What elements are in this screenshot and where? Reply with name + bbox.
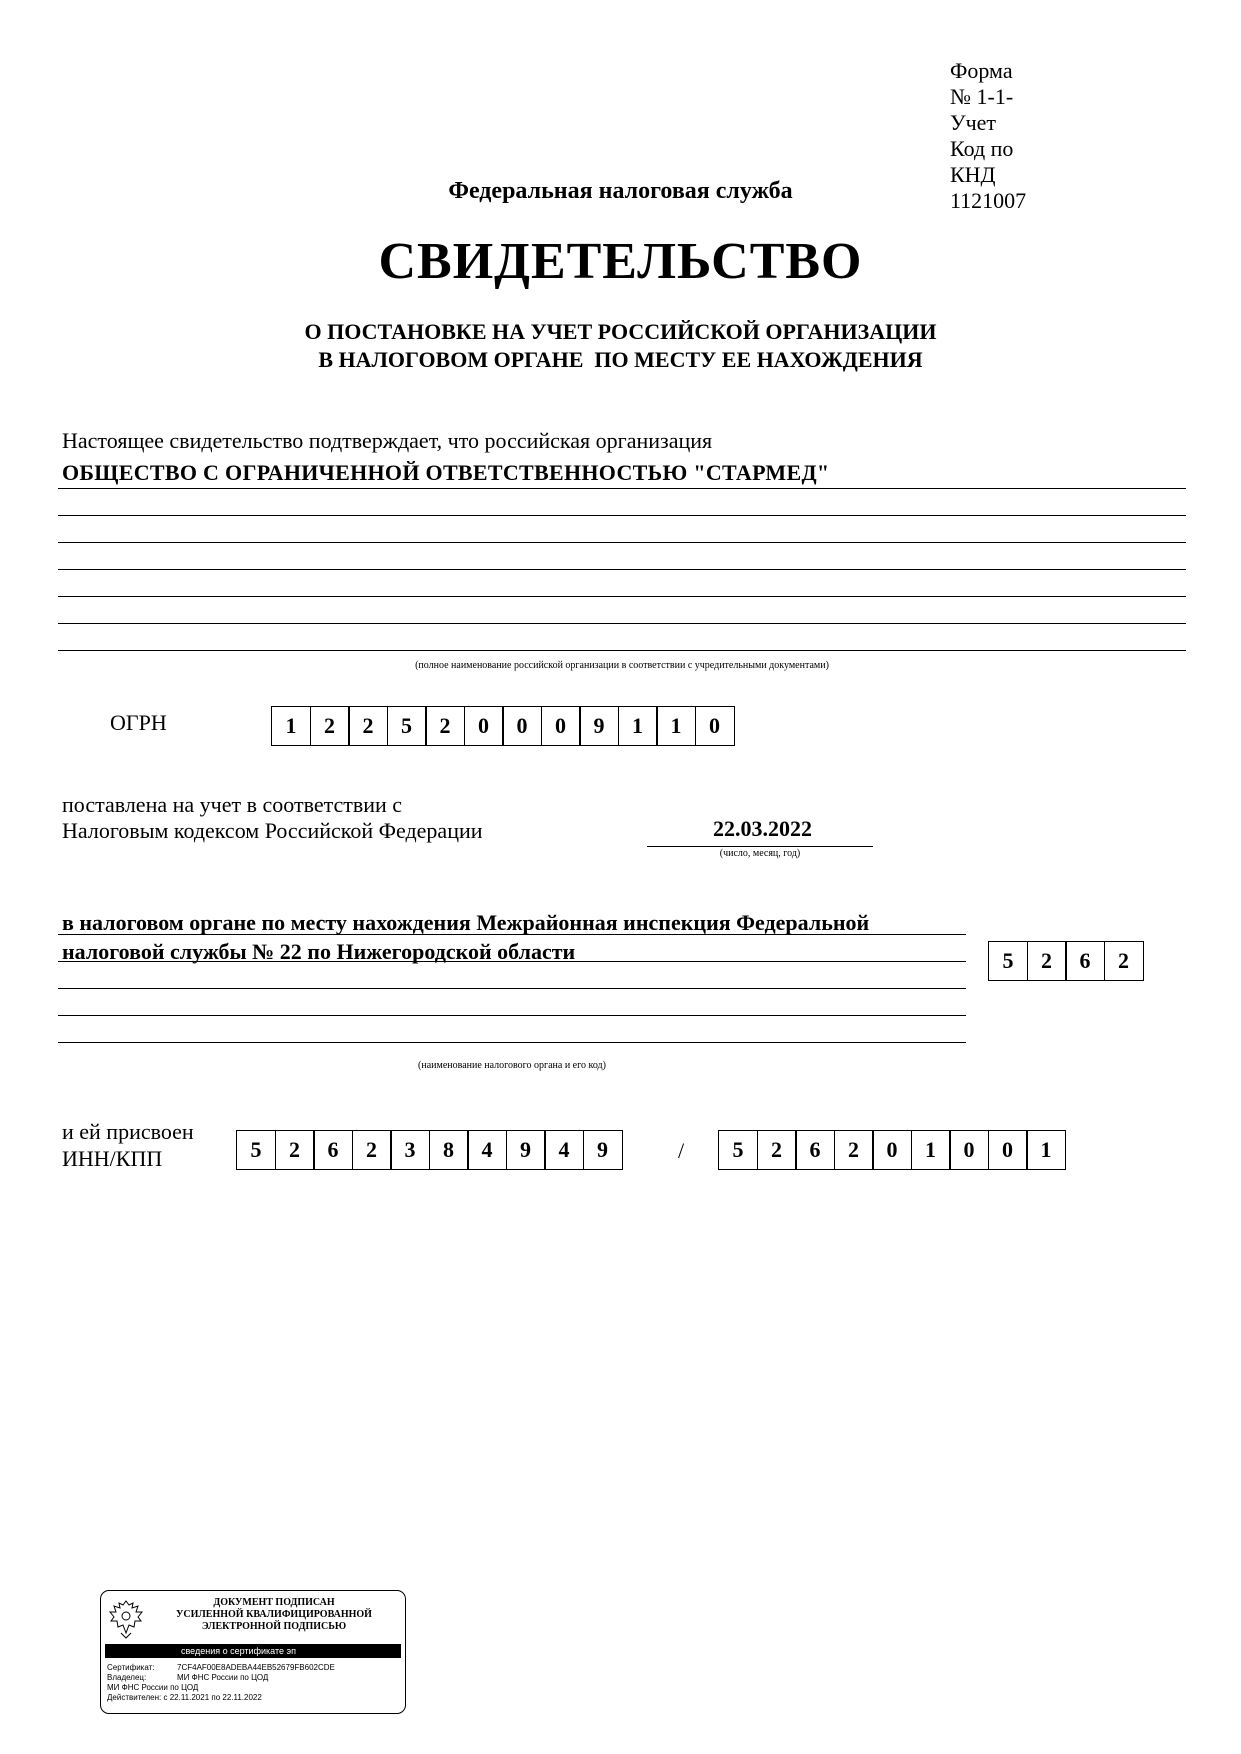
- inn-digit-box: 3: [390, 1130, 430, 1170]
- inn-digit-box: 2: [352, 1130, 392, 1170]
- authority-line: [58, 988, 966, 989]
- inn-digit-box: 9: [583, 1130, 623, 1170]
- ogrn-digit-box: 2: [310, 706, 350, 746]
- kpp-digit-box: 2: [757, 1130, 797, 1170]
- valid-value: с 22.11.2021 по 22.11.2022: [163, 1693, 262, 1702]
- owner-label: Владелец:: [107, 1673, 147, 1682]
- inn-kpp-label-line-1: и ей присвоен: [62, 1119, 194, 1144]
- form-number: Форма № 1-1-Учет: [950, 58, 1014, 135]
- stamp-cert-row: [107, 1663, 335, 1673]
- org-name-caption: (полное наименование российской организации в соответствии с учредительными документами): [415, 660, 829, 671]
- ogrn-digit-box: 0: [464, 706, 504, 746]
- org-name-line: [58, 488, 1186, 489]
- org-name-line: [58, 650, 1186, 651]
- document-title: СВИДЕТЕЛЬСТВО: [378, 233, 863, 290]
- registration-line-1: поставлена на учет в соответствии с: [62, 792, 403, 817]
- inn-digit-boxes: [236, 1130, 623, 1170]
- agency-name: Федеральная налоговая служба: [448, 178, 793, 204]
- intro-text: Настоящее свидетельство подтверждает, что российская организация: [62, 428, 713, 453]
- registration-line-2: Налоговым кодексом Российской Федерации: [62, 818, 483, 843]
- inn-digit-box: 6: [313, 1130, 353, 1170]
- date-caption: (число, месяц, год): [719, 848, 801, 859]
- ogrn-digit-box: 5: [387, 706, 427, 746]
- kpp-digit-box: 0: [872, 1130, 912, 1170]
- ogrn-digit-box: 2: [425, 706, 465, 746]
- valid-label: Действителен:: [107, 1693, 162, 1702]
- org-name-line: [58, 515, 1186, 516]
- tax-authority-name: [62, 908, 869, 966]
- cert-label: Сертификат:: [107, 1663, 155, 1672]
- kpp-digit-box: 5: [718, 1130, 758, 1170]
- owner-value: МИ ФНС России по ЦОД: [177, 1673, 269, 1682]
- authority-code-digit-box: 2: [1027, 941, 1067, 981]
- org-name-line: [58, 569, 1186, 570]
- authority-line: [58, 1015, 966, 1016]
- stamp-cert-bar: сведения о сертификате эп: [105, 1644, 401, 1658]
- authority-code-digit-box: 6: [1065, 941, 1105, 981]
- ogrn-digit-box: 9: [579, 706, 619, 746]
- registration-text: [62, 792, 483, 844]
- kpp-digit-box: 2: [834, 1130, 874, 1170]
- ogrn-digit-box: 1: [271, 706, 311, 746]
- authority-line-1: в налоговом органе по месту нахождения Межрайонная инспекция Федеральной: [62, 910, 870, 935]
- authority-line: [58, 961, 966, 962]
- ogrn-digit-box: 2: [348, 706, 388, 746]
- document-subtitle: [0, 318, 1241, 374]
- ogrn-digit-boxes: [271, 706, 735, 746]
- kpp-digit-box: 1: [911, 1130, 951, 1170]
- org-name-line: [58, 542, 1186, 543]
- ogrn-digit-box: 0: [502, 706, 542, 746]
- org-name-line: [58, 596, 1186, 597]
- authority-code-digit-box: 2: [1104, 941, 1144, 981]
- authority-line: [58, 934, 966, 935]
- organization-name: ОБЩЕСТВО С ОГРАНИЧЕННОЙ ОТВЕТСТВЕННОСТЬЮ "СТАРМЕД": [62, 460, 830, 485]
- inn-digit-box: 8: [429, 1130, 469, 1170]
- authority-line: [58, 1042, 966, 1043]
- stamp-owner-row-2: МИ ФНС России по ЦОД: [107, 1683, 199, 1692]
- stamp-line-1: ДОКУМЕНТ ПОДПИСАН: [213, 1597, 335, 1608]
- stamp-owner-row: [107, 1673, 268, 1683]
- inn-digit-box: 9: [506, 1130, 546, 1170]
- authority-code-boxes: [988, 941, 1144, 981]
- kpp-digit-boxes: [718, 1130, 1066, 1170]
- stamp-line-3: ЭЛЕКТРОННОЙ ПОДПИСЬЮ: [201, 1621, 347, 1632]
- ogrn-digit-box: 0: [541, 706, 581, 746]
- subtitle-line-1: О ПОСТАНОВКЕ НА УЧЕТ РОССИЙСКОЙ ОРГАНИЗАЦИИ: [304, 319, 937, 344]
- ogrn-digit-box: 1: [656, 706, 696, 746]
- inn-digit-box: 4: [544, 1130, 584, 1170]
- inn-kpp-label-line-2: ИНН/КПП: [62, 1146, 163, 1171]
- cert-value: 7CF4AF00E8ADEBA44EB52679FB602CDE: [177, 1663, 335, 1672]
- authority-line-2: налоговой службы № 22 по Нижегородской области: [62, 939, 576, 964]
- inn-digit-box: 4: [467, 1130, 507, 1170]
- kpp-digit-box: 0: [988, 1130, 1028, 1170]
- registration-date: 22.03.2022: [713, 816, 812, 841]
- inn-digit-box: 2: [275, 1130, 315, 1170]
- knd-code: Код по КНД 1121007: [950, 136, 1027, 213]
- ogrn-label: ОГРН: [110, 710, 167, 735]
- kpp-digit-box: 6: [795, 1130, 835, 1170]
- inn-kpp-label: [62, 1118, 194, 1172]
- org-name-line: [58, 623, 1186, 624]
- inn-kpp-separator: /: [678, 1138, 685, 1163]
- stamp-valid-row: [107, 1693, 262, 1703]
- ogrn-digit-box: 1: [618, 706, 658, 746]
- russian-coat-of-arms-icon: [107, 1597, 145, 1641]
- ogrn-digit-box: 0: [695, 706, 735, 746]
- stamp-line-2: УСИЛЕННОЙ КВАЛИФИЦИРОВАННОЙ: [176, 1609, 372, 1620]
- kpp-digit-box: 1: [1026, 1130, 1066, 1170]
- inn-digit-box: 5: [236, 1130, 276, 1170]
- kpp-digit-box: 0: [949, 1130, 989, 1170]
- stamp-heading: [149, 1597, 399, 1633]
- authority-code-digit-box: 5: [988, 941, 1028, 981]
- e-signature-stamp: [100, 1590, 406, 1714]
- date-underline: [647, 846, 873, 847]
- authority-caption: (наименование налогового органа и его код): [418, 1060, 606, 1071]
- subtitle-line-2: В НАЛОГОВОМ ОРГАНЕ ПО МЕСТУ ЕЕ НАХОЖДЕНИЯ: [318, 347, 923, 372]
